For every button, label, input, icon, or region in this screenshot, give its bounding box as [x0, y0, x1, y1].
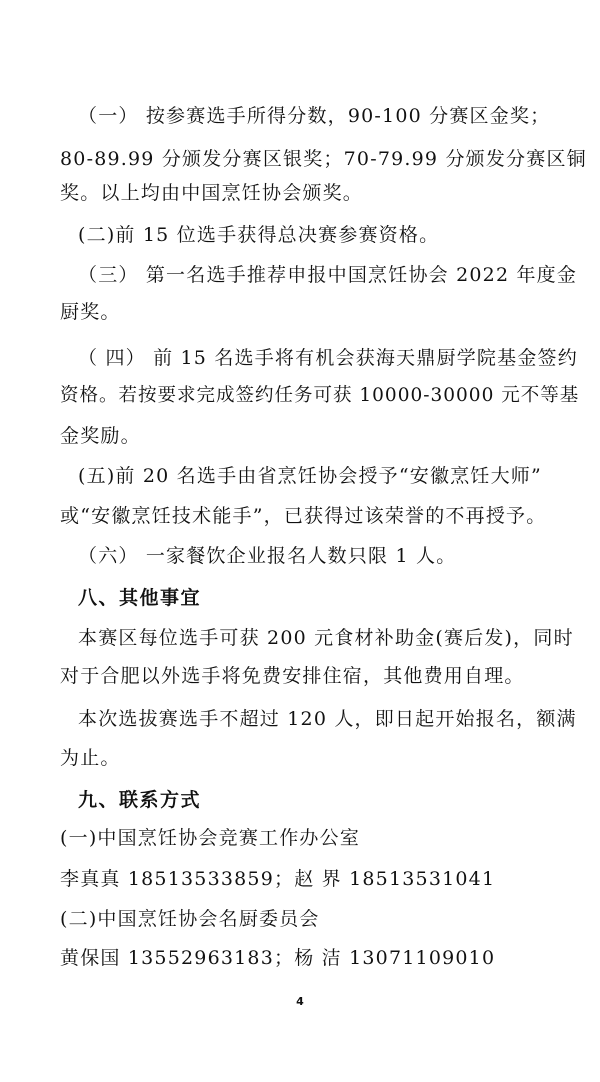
other-matters-p1-line-2: 对于合肥以外选手将免费安排住宿，其他费用自理。: [60, 665, 525, 687]
other-matters-p1-line-1: 本赛区每位选手可获 200 元食材补助金(赛后发)，同时: [78, 627, 574, 649]
award-item-1-line-3: 奖。以上均由中国烹饪协会颁奖。: [60, 182, 364, 204]
award-item-5-line-2: 或“安徽烹饪技术能手”，已获得过该荣誉的不再授予。: [60, 505, 547, 527]
page-number: 4: [296, 995, 304, 1008]
award-item-5-line-1: (五)前 20 名选手由省烹饪协会授予“安徽烹饪大师”: [78, 465, 542, 487]
other-matters-p2-line-2: 为止。: [60, 747, 121, 769]
other-matters-p2-line-1: 本次选拔赛选手不超过 120 人，即日起开始报名，额满: [78, 708, 577, 730]
section-heading-other-matters: 八、其他事宜: [78, 587, 202, 609]
contact-persons-2: 黄保国 13552963183；杨 洁 13071109010: [60, 947, 496, 969]
award-item-4-line-3: 金奖励。: [60, 425, 141, 447]
contact-office-2: (二)中国烹饪协会名厨委员会: [60, 908, 320, 930]
award-item-1-line-1: （一） 按参赛选手所得分数，90-100 分赛区金奖；: [78, 105, 551, 127]
award-item-4-line-1: （ 四） 前 15 名选手将有机会获海天鼎厨学院基金签约: [78, 347, 578, 369]
award-item-4-line-2: 资格。若按要求完成签约任务可获 10000-30000 元不等基: [60, 385, 580, 406]
award-item-2: (二)前 15 位选手获得总决赛参赛资格。: [78, 224, 440, 246]
award-item-3-line-2: 厨奖。: [60, 301, 121, 323]
contact-persons-1: 李真真 18513533859；赵 界 18513531041: [60, 868, 496, 890]
award-item-1-line-2: 80-89.99 分颁发分赛区银奖；70-79.99 分颁发分赛区铜: [60, 148, 587, 170]
award-item-3-line-1: （三） 第一名选手推荐申报中国烹饪协会 2022 年度金: [78, 264, 578, 286]
section-heading-contact: 九、联系方式: [78, 789, 202, 811]
contact-office-1: (一)中国烹饪协会竞赛工作办公室: [60, 827, 361, 849]
award-item-6: （六） 一家餐饮企业报名人数只限 1 人。: [78, 545, 457, 567]
